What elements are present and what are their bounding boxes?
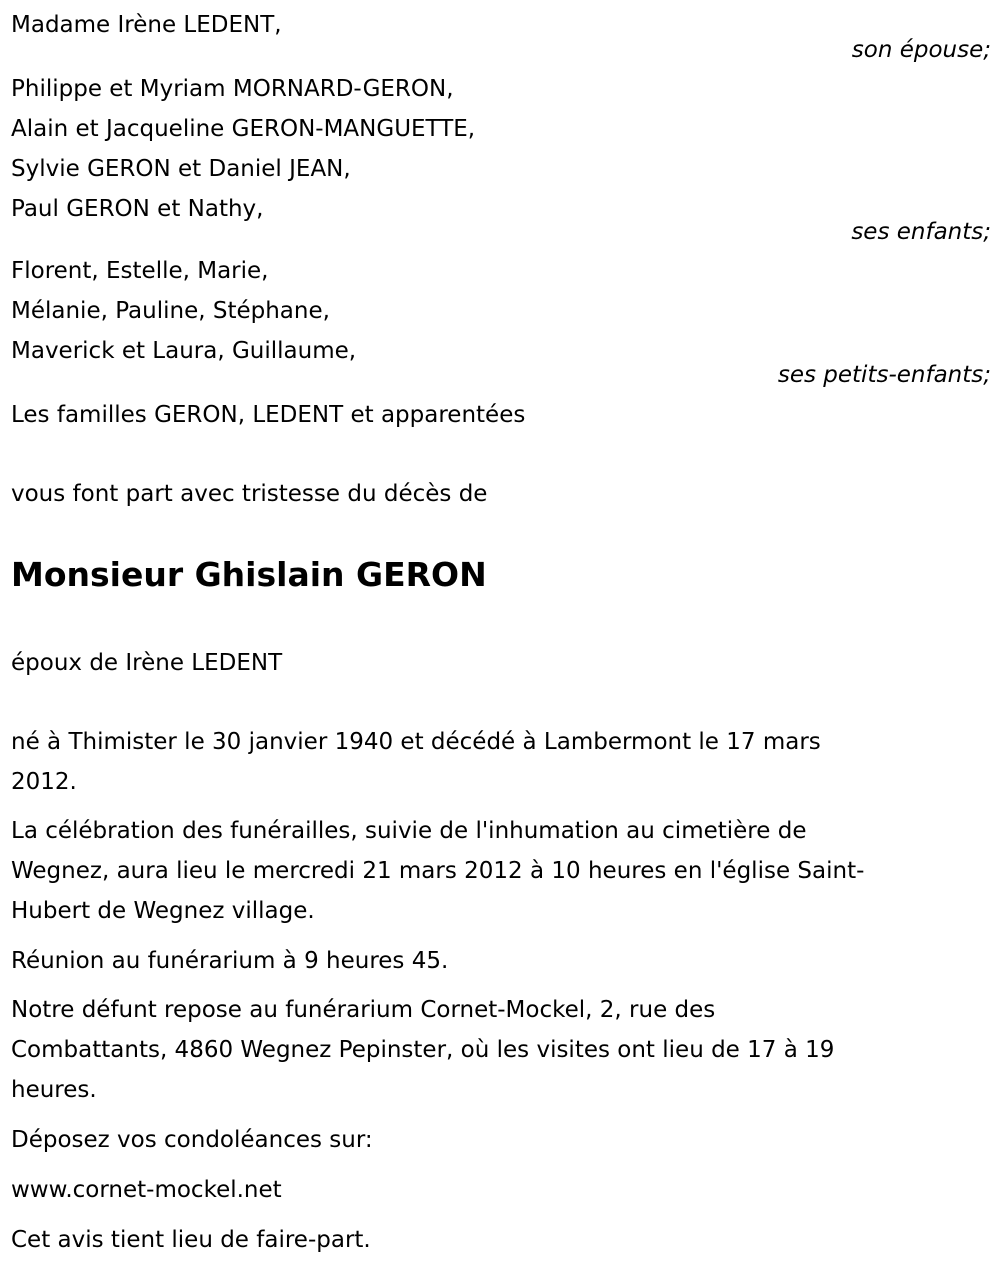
child-line: Paul GERON et Nathy, [11,196,264,222]
grandchild-line: Maverick et Laura, Guillaume, [11,338,357,364]
spouse-role: son épouse; [851,37,991,63]
condolences-label: Déposez vos condoléances sur: [11,1127,373,1153]
child-line: Alain et Jacqueline GERON-MANGUETTE, [11,116,476,142]
website-link[interactable]: www.cornet-mockel.net [11,1177,282,1203]
spouse-name: Madame Irène LEDENT, [11,12,282,38]
children-role: ses enfants; [851,219,991,245]
child-line: Philippe et Myriam MORNARD-GERON, [11,76,454,102]
birth-death-line: 2012. [11,769,77,795]
grandchild-line: Florent, Estelle, Marie, [11,258,269,284]
deceased-name: Monsieur Ghislain GERON [11,555,487,594]
resting-line: Combattants, 4860 Wegnez Pepinster, où les visites ont lieu de 17 à 19 [11,1037,835,1063]
grandchildren-role: ses petits-enfants; [777,362,991,388]
funeral-line: Hubert de Wegnez village. [11,898,315,924]
spouse-of-line: époux de Irène LEDENT [11,650,283,676]
grandchild-line: Mélanie, Pauline, Stéphane, [11,298,330,324]
resting-line: Notre défunt repose au funérarium Cornet-Mockel, 2, rue des [11,997,716,1023]
meeting-line: Réunion au funérarium à 9 heures 45. [11,948,449,974]
families-line: Les familles GERON, LEDENT et apparentées [11,402,526,428]
child-line: Sylvie GERON et Daniel JEAN, [11,156,351,182]
announcement-line: vous font part avec tristesse du décès de [11,481,488,507]
funeral-line: La célébration des funérailles, suivie de l'inhumation au cimetière de [11,818,807,844]
birth-death-line: né à Thimister le 30 janvier 1940 et décédé à Lambermont le 17 mars [11,729,821,755]
resting-line: heures. [11,1077,97,1103]
closing-line: Cet avis tient lieu de faire-part. [11,1227,371,1253]
funeral-line: Wegnez, aura lieu le mercredi 21 mars 2012 à 10 heures en l'église Saint- [11,858,865,884]
